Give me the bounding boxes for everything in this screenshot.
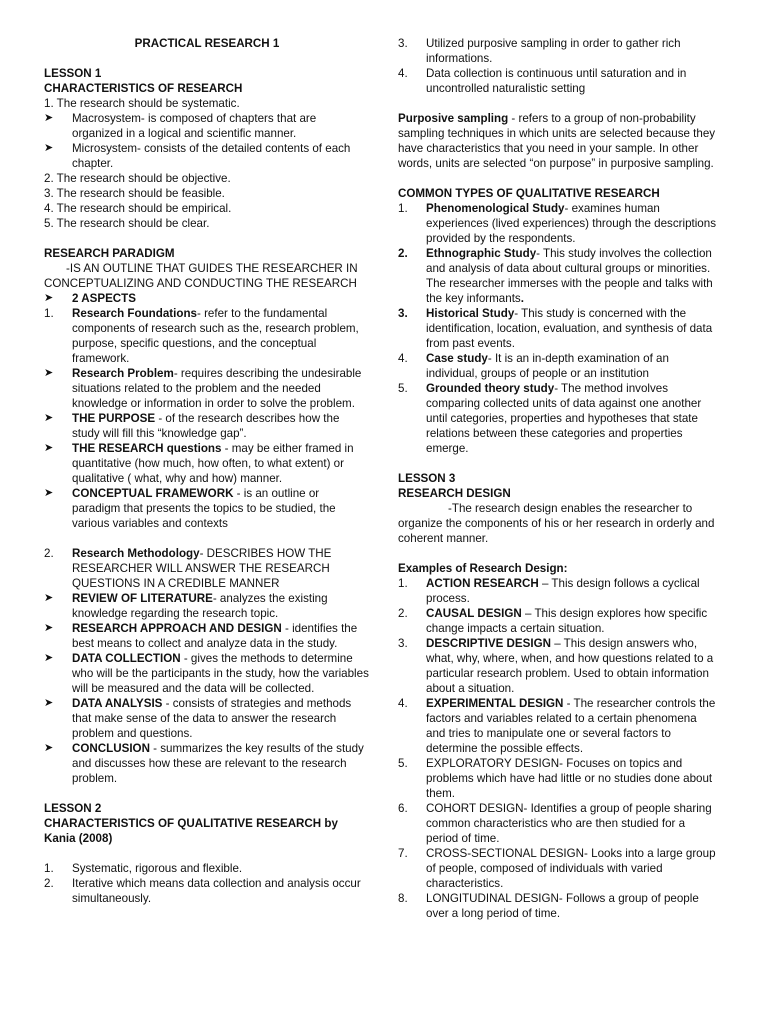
list-item bbox=[398, 756, 716, 801]
characteristic-4: 4. The research should be empirical. bbox=[44, 202, 232, 215]
definition: - The method involves comparing collected units of data against one another until categories, properties and hypotheses that state relations between these categories and properties emerge. bbox=[426, 382, 702, 455]
characteristics-heading: CHARACTERISTICS OF RESEARCH bbox=[44, 82, 243, 95]
list-item bbox=[398, 306, 716, 351]
definition: - It is an in-depth examination of an individual, groups of people or an institution bbox=[426, 352, 669, 380]
lesson3-heading: LESSON 3 bbox=[398, 472, 456, 485]
term: RESEARCH APPROACH AND DESIGN bbox=[72, 622, 282, 635]
term: THE RESEARCH questions bbox=[72, 442, 222, 455]
term: DATA COLLECTION bbox=[72, 652, 181, 665]
list-item bbox=[44, 306, 370, 366]
list-item bbox=[398, 801, 716, 846]
term: Historical Study bbox=[426, 307, 515, 320]
list-number: 8. bbox=[398, 892, 408, 905]
list-number: 1. bbox=[398, 577, 408, 590]
list-item bbox=[44, 861, 370, 876]
term: DESCRIPTIVE DESIGN bbox=[426, 637, 551, 650]
bullet-item bbox=[44, 411, 370, 441]
paradigm-definition: -IS AN OUTLINE THAT GUIDES THE RESEARCHER IN CONCEPTUALIZING AND CONDUCTING THE RESEARCH bbox=[44, 262, 358, 290]
arrow-bullet-icon: ➤ bbox=[44, 487, 54, 499]
list-number: 1. bbox=[44, 862, 54, 875]
definition: - refers to a group of non-probability sampling techniques in which units are selected because they have characteristics that you need in your sample. In other words, units are selected “on purpose” in purposive sampling. bbox=[398, 112, 716, 170]
term: ACTION RESEARCH bbox=[426, 577, 539, 590]
definition: - gives the methods to determine who will be the participants in the study, how the variables will be measured and the data will be collected. bbox=[72, 652, 369, 695]
list-number: 4. bbox=[398, 67, 408, 80]
design-item: COHORT DESIGN- Identifies a group of people sharing common characteristics who are then studied for a period of time. bbox=[426, 802, 712, 845]
design-definition: -The research design enables the researcher to organize the components of his or her research in orderly and coherent manner. bbox=[398, 502, 715, 545]
list-item bbox=[44, 546, 370, 591]
list-number: 2. bbox=[44, 547, 54, 560]
definition: - consists of strategies and methods that make sense of the data to answer the research problem and questions. bbox=[72, 697, 352, 740]
list-number: 1. bbox=[44, 307, 54, 320]
bullet-item bbox=[44, 141, 370, 171]
lesson1-heading: LESSON 1 bbox=[44, 67, 102, 80]
document-title: PRACTICAL RESEARCH 1 bbox=[134, 37, 280, 50]
term: CAUSAL DESIGN bbox=[426, 607, 522, 620]
bullet-item bbox=[44, 366, 370, 411]
definition: - may be either framed in quantitative (how much, how often, to what extent) or qualitative ( what, why and how) manner. bbox=[72, 442, 354, 485]
period: . bbox=[520, 292, 524, 305]
bullet-item bbox=[44, 486, 370, 531]
arrow-bullet-icon: ➤ bbox=[44, 367, 54, 379]
microsystem-text: Microsystem- consists of the detailed contents of each chapter. bbox=[72, 142, 351, 170]
right-column bbox=[398, 36, 716, 921]
definition: - examines human experiences (lived experiences) through the descriptions provided by the respondents. bbox=[426, 202, 717, 245]
bullet-item bbox=[44, 696, 370, 741]
characteristic-5: 5. The research should be clear. bbox=[44, 217, 210, 230]
term: Phenomenological Study bbox=[426, 202, 565, 215]
design-heading: RESEARCH DESIGN bbox=[398, 487, 511, 500]
list-number: 1. bbox=[398, 202, 408, 215]
term: Purposive sampling bbox=[398, 112, 509, 125]
list-number: 4. bbox=[398, 352, 408, 365]
list-number: 7. bbox=[398, 847, 408, 860]
definition: - This study is concerned with the identification, location, evaluation, and synthesis of data from past events. bbox=[426, 307, 713, 350]
bullet-item bbox=[44, 651, 370, 696]
definition: - requires describing the undesirable situations related to the problem and the needed knowledge or information in order to solve the problem. bbox=[72, 367, 362, 410]
term: CONCLUSION bbox=[72, 742, 150, 755]
qualitative-char: Utilized purposive sampling in order to gather rich informations. bbox=[426, 37, 681, 65]
list-number: 3. bbox=[398, 637, 408, 650]
design-item: LONGITUDINAL DESIGN- Follows a group of people over a long period of time. bbox=[426, 892, 699, 920]
list-item bbox=[398, 696, 716, 756]
list-item bbox=[398, 381, 716, 456]
definition: - analyzes the existing knowledge regarding the research topic. bbox=[72, 592, 328, 620]
qualitative-char: Iterative which means data collection and analysis occur simultaneously. bbox=[72, 877, 361, 905]
examples-heading: Examples of Research Design: bbox=[398, 562, 568, 575]
list-item bbox=[398, 246, 716, 306]
list-item bbox=[398, 636, 716, 696]
term: EXPERIMENTAL DESIGN bbox=[426, 697, 564, 710]
list-item bbox=[398, 66, 716, 96]
list-number: 4. bbox=[398, 697, 408, 710]
arrow-bullet-icon: ➤ bbox=[44, 292, 54, 304]
arrow-bullet-icon: ➤ bbox=[44, 142, 54, 154]
list-number: 2. bbox=[398, 607, 408, 620]
arrow-bullet-icon: ➤ bbox=[44, 592, 54, 604]
definition: - DESCRIBES HOW THE RESEARCHER WILL ANSWER THE RESEARCH QUESTIONS IN A CREDIBLE MANNER bbox=[72, 547, 332, 590]
bullet-item bbox=[44, 291, 370, 306]
left-column bbox=[44, 36, 370, 906]
definition: - of the research describes how the study will fill this “knowledge gap”. bbox=[72, 412, 340, 440]
list-number: 5. bbox=[398, 757, 408, 770]
term: Research Foundations bbox=[72, 307, 197, 320]
lesson2-heading: LESSON 2 bbox=[44, 802, 102, 815]
term: Grounded theory study bbox=[426, 382, 555, 395]
purposive-sampling-paragraph bbox=[398, 111, 716, 171]
definition: - identifies the best means to collect and analyze data in the study. bbox=[72, 622, 358, 650]
arrow-bullet-icon: ➤ bbox=[44, 622, 54, 634]
term: CONCEPTUAL FRAMEWORK bbox=[72, 487, 234, 500]
definition: – This design follows a cyclical process. bbox=[426, 577, 700, 605]
arrow-bullet-icon: ➤ bbox=[44, 442, 54, 454]
qualitative-heading: CHARACTERISTICS OF QUALITATIVE RESEARCH by Kania (2008) bbox=[44, 817, 338, 845]
list-item bbox=[398, 576, 716, 606]
definition: - The researcher controls the factors and variables related to a certain phenomena and tries to manipulate one or several factors to determine the possible effects. bbox=[426, 697, 716, 755]
bullet-item bbox=[44, 621, 370, 651]
types-heading: COMMON TYPES OF QUALITATIVE RESEARCH bbox=[398, 187, 660, 200]
list-item bbox=[398, 351, 716, 381]
list-item bbox=[398, 891, 716, 921]
term: Case study bbox=[426, 352, 488, 365]
term: REVIEW OF LITERATURE bbox=[72, 592, 213, 605]
arrow-bullet-icon: ➤ bbox=[44, 652, 54, 664]
qualitative-char: Data collection is continuous until saturation and in uncontrolled naturalistic setting bbox=[426, 67, 687, 95]
bullet-item bbox=[44, 741, 370, 786]
paradigm-heading: RESEARCH PARADIGM bbox=[44, 247, 175, 260]
design-item: CROSS-SECTIONAL DESIGN- Looks into a large group of people, composed of individuals with varied characteristics. bbox=[426, 847, 716, 890]
definition: – This design explores how specific change impacts a certain situation. bbox=[426, 607, 708, 635]
definition: - This study involves the collection and analysis of data about cultural groups or minorities. The researcher immerses with the people and talks with the key informants bbox=[426, 247, 713, 305]
list-number: 6. bbox=[398, 802, 408, 815]
term: Ethnographic Study bbox=[426, 247, 537, 260]
design-item: EXPLORATORY DESIGN- Focuses on topics and problems which have had little or no studies done about them. bbox=[426, 757, 713, 800]
arrow-bullet-icon: ➤ bbox=[44, 697, 54, 709]
list-number: 2. bbox=[44, 877, 54, 890]
list-item bbox=[44, 876, 370, 906]
characteristic-1: 1. The research should be systematic. bbox=[44, 97, 240, 110]
list-item bbox=[398, 846, 716, 891]
arrow-bullet-icon: ➤ bbox=[44, 742, 54, 754]
term: THE PURPOSE bbox=[72, 412, 156, 425]
macrosystem-text: Macrosystem- is composed of chapters that are organized in a logical and scientific manner. bbox=[72, 112, 317, 140]
definition: - summarizes the key results of the study and discusses how these are relevant to the research problem. bbox=[72, 742, 364, 785]
term: Research Methodology bbox=[72, 547, 200, 560]
list-number: 3. bbox=[398, 307, 408, 320]
characteristic-3: 3. The research should be feasible. bbox=[44, 187, 225, 200]
aspects-label: 2 ASPECTS bbox=[72, 292, 136, 305]
list-item bbox=[398, 606, 716, 636]
arrow-bullet-icon: ➤ bbox=[44, 112, 54, 124]
list-item bbox=[398, 36, 716, 66]
bullet-item bbox=[44, 441, 370, 486]
characteristic-2: 2. The research should be objective. bbox=[44, 172, 231, 185]
definition: - is an outline or paradigm that presents the topics to be studied, the various variables and contexts bbox=[72, 487, 336, 530]
bullet-item bbox=[44, 111, 370, 141]
list-item bbox=[398, 201, 716, 246]
list-number: 2. bbox=[398, 247, 408, 260]
term: DATA ANALYSIS bbox=[72, 697, 163, 710]
qualitative-char: Systematic, rigorous and flexible. bbox=[72, 862, 243, 875]
list-number: 5. bbox=[398, 382, 408, 395]
arrow-bullet-icon: ➤ bbox=[44, 412, 54, 424]
definition: - refer to the fundamental components of research such as the, research problem, purpose, specific questions, and the conceptual framework. bbox=[72, 307, 359, 365]
bullet-item bbox=[44, 591, 370, 621]
definition: – This design answers who, what, why, where, when, and how questions related to a particular research problem. Used to obtain information about a situation. bbox=[426, 637, 714, 695]
list-number: 3. bbox=[398, 37, 408, 50]
term: Research Problem bbox=[72, 367, 174, 380]
